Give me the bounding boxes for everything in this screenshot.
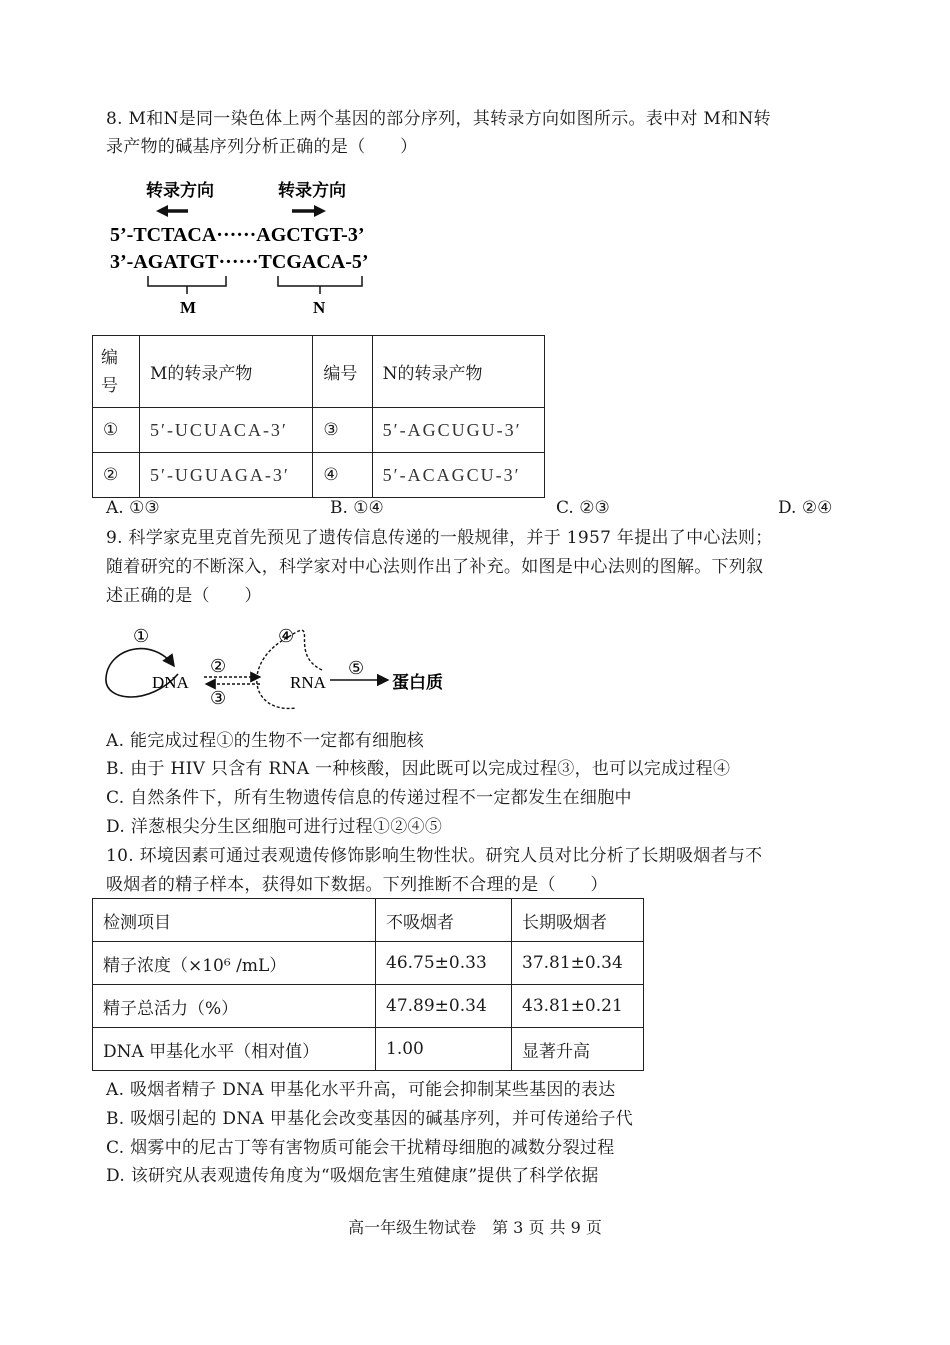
table-row: [93, 1028, 644, 1071]
table-cell: 5′-AGCUGU-3′: [372, 408, 544, 453]
q8-strand-bottom: 3’-AGATGT······TCGACA-5’: [110, 251, 369, 273]
central-dogma-diagram: [100, 622, 460, 712]
table-cell: 5′-ACAGCU-3′: [372, 453, 544, 498]
table-cell: DNA 甲基化水平（相对值）: [93, 1028, 376, 1071]
table-row: [93, 985, 644, 1028]
table-cell: 5′-UCUACA-3′: [140, 408, 313, 453]
header-cell: M的转录产物: [140, 336, 313, 408]
table-header-row: [93, 336, 545, 408]
table-cell: 1.00: [376, 1028, 512, 1071]
q10-option-c[interactable]: C. 烟雾中的尼古丁等有害物质可能会干扰精母细胞的减数分裂过程: [106, 1138, 615, 1158]
table-cell: ①: [93, 408, 140, 453]
page-footer: 高一年级生物试卷 第 3 页 共 9 页: [348, 1218, 602, 1237]
table-cell: 43.81±0.21: [512, 985, 644, 1028]
q8-direction-label-left: 转录方向: [146, 181, 214, 201]
q9-option-c[interactable]: C. 自然条件下，所有生物遗传信息的传递过程不一定都发生在细胞中: [106, 788, 632, 808]
q8-stem-line-2: 录产物的碱基序列分析正确的是（ ）: [106, 137, 418, 157]
q8-direction-label-right: 转录方向: [278, 181, 346, 201]
process-label-5: ⑤: [348, 658, 365, 679]
dna-node: DNA: [152, 673, 189, 692]
table-row: [93, 453, 545, 498]
q10-stem-line-2: 吸烟者的精子样本，获得如下数据。下列推断不合理的是（ ）: [106, 875, 608, 895]
table-cell: 5′-UGUAGA-3′: [140, 453, 313, 498]
q10-option-b[interactable]: B. 吸烟引起的 DNA 甲基化会改变基因的碱基序列，并可传递给子代: [106, 1109, 634, 1129]
process-label-4: ④: [278, 626, 295, 647]
table-row: [93, 942, 644, 985]
protein-node: 蛋白质: [392, 673, 443, 693]
rna-node: RNA: [290, 673, 326, 692]
table-cell: 显著升高: [512, 1028, 644, 1071]
table-cell: ④: [313, 453, 372, 498]
left-arrow-icon: [156, 205, 188, 217]
q9-option-b[interactable]: B. 由于 HIV 只含有 RNA 一种核酸，因此既可以完成过程③，也可以完成过程④: [106, 759, 731, 779]
header-cell: 编号: [313, 336, 372, 408]
q9-option-d[interactable]: D. 洋葱根尖分生区细胞可进行过程①②④⑤: [106, 817, 443, 837]
header-cell: N的转录产物: [372, 336, 544, 408]
table-cell: 46.75±0.33: [376, 942, 512, 985]
table-cell: 47.89±0.34: [376, 985, 512, 1028]
header-cell: 编号: [93, 336, 140, 408]
q8-strand-top: 5’-TCTACA······AGCTGT-3’: [110, 224, 365, 246]
q8-option-c[interactable]: C. ②③: [556, 498, 610, 518]
q8-option-b[interactable]: B. ①④: [330, 498, 384, 518]
table-cell: ③: [313, 408, 372, 453]
q9-option-a[interactable]: A. 能完成过程①的生物不一定都有细胞核: [106, 731, 425, 751]
header-cell: 检测项目: [93, 899, 376, 942]
q9-stem-line-1: 9. 科学家克里克首先预见了遗传信息传递的一般规律，并于 1957 年提出了中心法则；: [106, 528, 773, 548]
m-bracket: [148, 276, 226, 294]
right-arrow-icon: [292, 205, 326, 217]
q8-gene-diagram: [108, 176, 408, 316]
q10-option-d[interactable]: D. 该研究从表观遗传角度为“吸烟危害生殖健康”提供了科学依据: [106, 1166, 599, 1186]
q8-table: [92, 335, 545, 498]
header-cell: 不吸烟者: [376, 899, 512, 942]
q10-table: [92, 898, 644, 1071]
q8-option-d[interactable]: D. ②④: [778, 498, 833, 518]
q8-label-n: N: [313, 298, 326, 316]
q10-stem-line-1: 10. 环境因素可通过表观遗传修饰影响生物性状。研究人员对比分析了长期吸烟者与不: [106, 846, 763, 866]
table-row: [93, 408, 545, 453]
process-label-1: ①: [133, 626, 150, 647]
q8-stem-line-1: 8. M和N是同一染色体上两个基因的部分序列，其转录方向如图所示。表中对 M和N转: [106, 109, 771, 129]
table-header-row: [93, 899, 644, 942]
header-cell: 长期吸烟者: [512, 899, 644, 942]
q10-option-a[interactable]: A. 吸烟者精子 DNA 甲基化水平升高，可能会抑制某些基因的表达: [106, 1080, 616, 1100]
q9-stem-line-2: 随着研究的不断深入，科学家对中心法则作出了补充。如图是中心法则的图解。下列叙: [106, 557, 764, 577]
q9-stem-line-3: 述正确的是（ ）: [106, 586, 262, 606]
table-cell: 精子总活力（%）: [93, 985, 376, 1028]
q8-label-m: M: [180, 298, 197, 316]
table-cell: 37.81±0.34: [512, 942, 644, 985]
process-label-3: ③: [210, 688, 227, 709]
process-label-2: ②: [210, 656, 227, 677]
table-cell: 精子浓度（×10⁶ /mL）: [93, 942, 376, 985]
table-cell: ②: [93, 453, 140, 498]
n-bracket: [278, 276, 362, 294]
q8-option-a[interactable]: A. ①③: [106, 498, 160, 518]
